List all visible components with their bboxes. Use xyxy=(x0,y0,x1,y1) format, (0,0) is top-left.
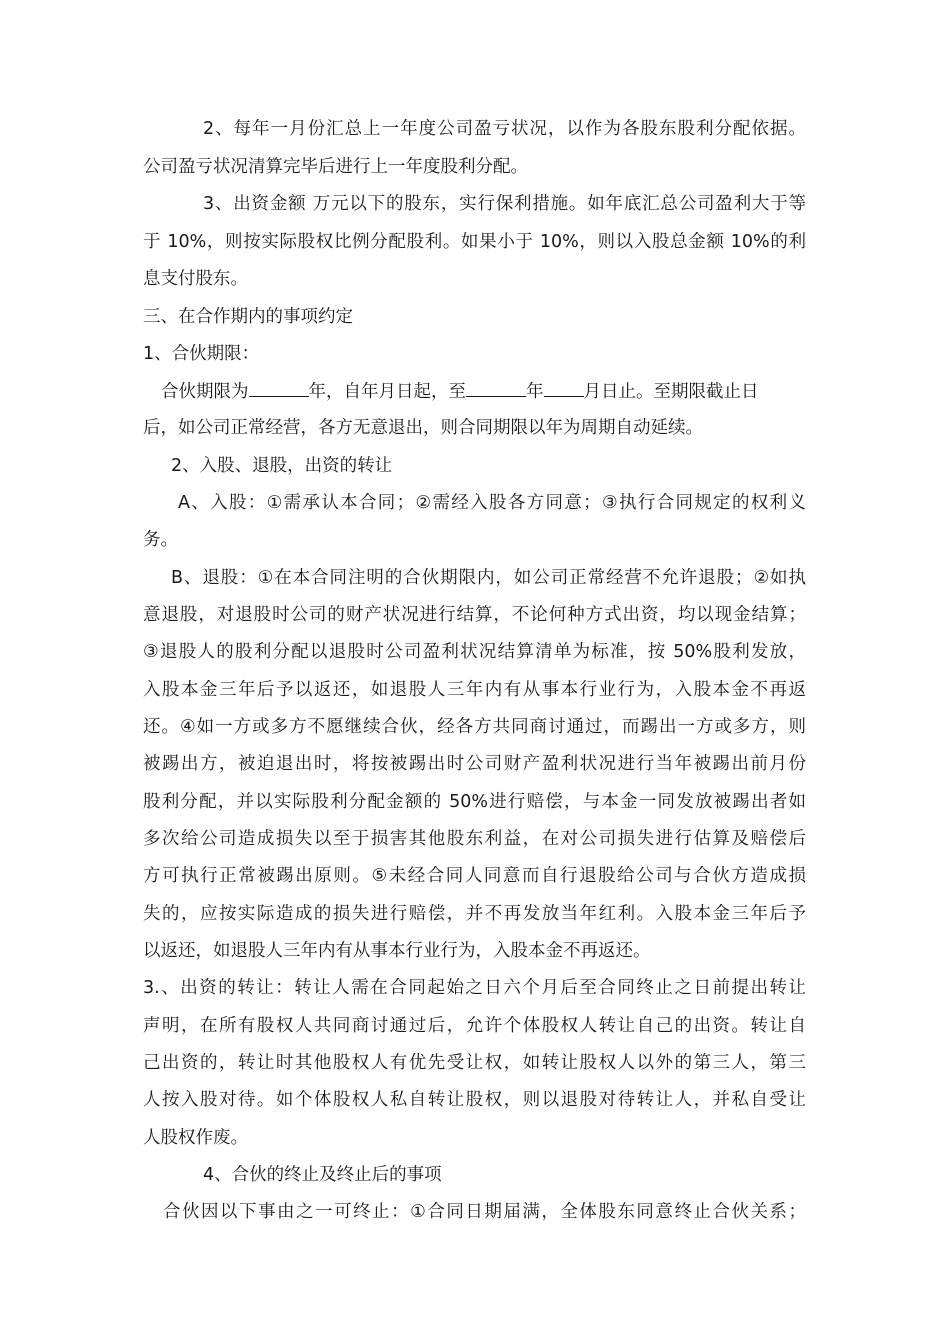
paragraph-line: 公司盈亏状况清算完毕后进行上一年度股利分配。 xyxy=(143,157,528,177)
term-text: 月日止。至期限截止日 xyxy=(583,382,759,402)
paragraph-line: 股利分配，并以实际股利分配金额的 50%进行赔偿，与本金一同发放被踢出者如 xyxy=(143,792,806,812)
blank-field xyxy=(544,380,584,397)
subsection-heading: 2、入股、退股，出资的转让 xyxy=(171,456,393,476)
paragraph-line: B、退股：①在本合同注明的合伙期限内，如公司正常经营不允许退股；②如执 xyxy=(171,568,806,588)
paragraph-line: 声明，在所有股权人共同商讨通过后，允许个体股权人转让自己的出资。转让自 xyxy=(143,1016,806,1036)
subsection-heading: 1、合伙期限： xyxy=(143,344,260,364)
paragraph-line: 入股本金三年后予以返还，如退股人三年内有从事本行业行为，入股本金不再返 xyxy=(143,680,806,700)
paragraph-line: 3.、出资的转让：转让人需在合同起始之日六个月后至合同终止之日前提出转让 xyxy=(143,978,806,998)
paragraph-line: ③退股人的股利分配以退股时公司盈利状况结算清单为标准，按 50%股利发放， xyxy=(143,642,806,662)
paragraph-line: 合伙因以下事由之一可终止：①合同日期届满，全体股东同意终止合伙关系； xyxy=(163,1202,806,1222)
paragraph-line: 多次给公司造成损失以至于损害其他股东利益，在对公司损失进行估算及赔偿后 xyxy=(143,829,806,849)
subsection-heading: 4、合伙的终止及终止后的事项 xyxy=(203,1165,442,1185)
paragraph-line: 被踢出方，被迫退出时，将按被踢出时公司财产盈利状况进行当年被踢出前月份 xyxy=(143,754,806,774)
paragraph-line: 人股权作废。 xyxy=(143,1128,248,1148)
paragraph-line: 以返还，如退股人三年内有从事本行业行为，入股本金不再返还。 xyxy=(143,941,651,961)
paragraph-line: A、入股：①需承认本合同；②需经入股各方同意；③执行合同规定的权利义 xyxy=(178,493,806,513)
paragraph-line: 意退股，对退股时公司的财产状况进行结算，不论何种方式出资，均以现金结算； xyxy=(143,605,806,625)
paragraph-line: 务。 xyxy=(143,530,178,550)
term-line xyxy=(161,380,759,403)
blank-field xyxy=(249,380,309,397)
paragraph-line: 2、每年一月份汇总上一年度公司盈亏状况，以作为各股东股利分配依据。 xyxy=(203,119,806,139)
paragraph-line: 3、出资金额 万元以下的股东，实行保利措施。如年底汇总公司盈利大于等 xyxy=(203,194,806,214)
paragraph-line: 人按入股对待。如个体股权人私自转让股权，则以退股对待转让人，并私自受让 xyxy=(143,1090,806,1110)
blank-field xyxy=(466,380,526,397)
paragraph-line: 失的，应按实际造成的损失进行赔偿，并不再发放当年红利。入股本金三年后予 xyxy=(143,904,806,924)
term-text: 年，自年月日起，至 xyxy=(308,382,466,402)
section-heading: 三、在合作期内的事项约定 xyxy=(143,307,353,327)
paragraph-line: 方可执行正常被踢出原则。⑤未经合同人同意而自行退股给公司与合伙方造成损 xyxy=(143,866,806,886)
term-text: 合伙期限为 xyxy=(161,382,249,402)
paragraph-line: 息支付股东。 xyxy=(143,269,248,289)
paragraph-line: 还。④如一方或多方不愿继续合伙，经各方共同商讨通过，而踢出一方或多方，则 xyxy=(143,717,806,737)
paragraph-line: 后，如公司正常经营，各方无意退出，则合同期限以年为周期自动延续。 xyxy=(143,418,703,438)
paragraph-line: 于 10%，则按实际股权比例分配股利。如果小于 10%，则以入股总金额 10%的利 xyxy=(143,232,806,252)
term-text: 年 xyxy=(526,382,544,402)
paragraph-line: 己出资的，转让时其他股权人有优先受让权，如转让股权人以外的第三人，第三 xyxy=(143,1053,806,1073)
